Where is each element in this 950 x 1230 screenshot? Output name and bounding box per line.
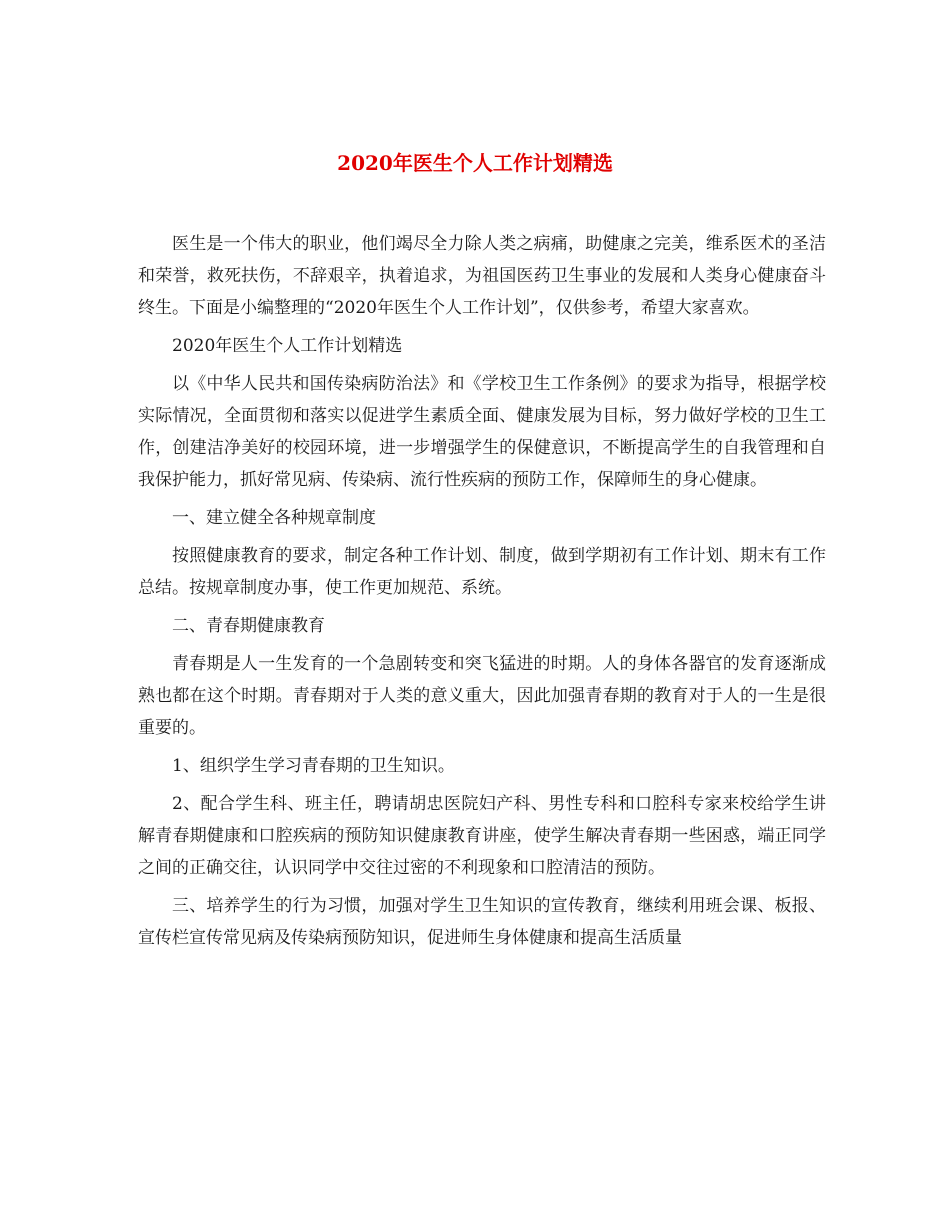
document-title: 2020年医生个人工作计划精选 [337, 151, 613, 175]
document-body [138, 228, 826, 960]
paragraph-intro: 医生是一个伟大的职业，他们竭尽全力除人类之病痛，助健康之完美，维系医术的圣洁和荣誉，救死扶伤，不辞艰辛，执着追求，为祖国医药卫生事业的发展和人类身心健康奋斗终生。下面是小编整理的“2020年医生个人工作计划”，仅供参考，希望大家喜欢。 [138, 234, 826, 318]
paragraph-rules: 按照健康教育的要求，制定各种工作计划、制度，做到学期初有工作计划、期末有工作总结。按规章制度办事，使工作更加规范、系统。 [138, 546, 826, 598]
section-heading-one: 一、建立健全各种规章制度 [172, 508, 376, 528]
list-item-2: 2、配合学生科、班主任，聘请胡忠医院妇产科、男性专科和口腔科专家来校给学生讲解青春期健康和口腔疾病的预防知识健康教育讲座，使学生解决青春期一些困惑，端正同学之间的正确交往，认识同学中交往过密的不利现象和口腔清洁的预防。 [138, 794, 826, 878]
section-heading-two: 二、青春期健康教育 [172, 616, 325, 636]
list-item-1: 1、组织学生学习青春期的卫生知识。 [172, 756, 455, 776]
paragraph-adolescence: 青春期是人一生发育的一个急剧转变和突飞猛进的时期。人的身体各器官的发育逐渐成熟也都在这个时期。青春期对于人类的意义重大，因此加强青春期的教育对于人的一生是很重要的。 [138, 654, 826, 738]
paragraph-guidance: 以《中华人民共和国传染病防治法》和《学校卫生工作条例》的要求为指导，根据学校实际情况，全面贯彻和落实以促进学生素质全面、健康发展为目标，努力做好学校的卫生工作，创建洁净美好的校园环境，进一步增强学生的保健意识，不断提高学生的自我管理和自我保护能力，抓好常见病、传染病、流行性疾病的预防工作，保障师生的身心健康。 [138, 374, 826, 490]
section-three: 三、培养学生的行为习惯，加强对学生卫生知识的宣传教育，继续利用班会课、板报、宣传栏宣传常见病及传染病预防知识，促进师生身体健康和提高生活质量 [138, 896, 826, 948]
section-heading-plan: 2020年医生个人工作计划精选 [172, 336, 403, 356]
